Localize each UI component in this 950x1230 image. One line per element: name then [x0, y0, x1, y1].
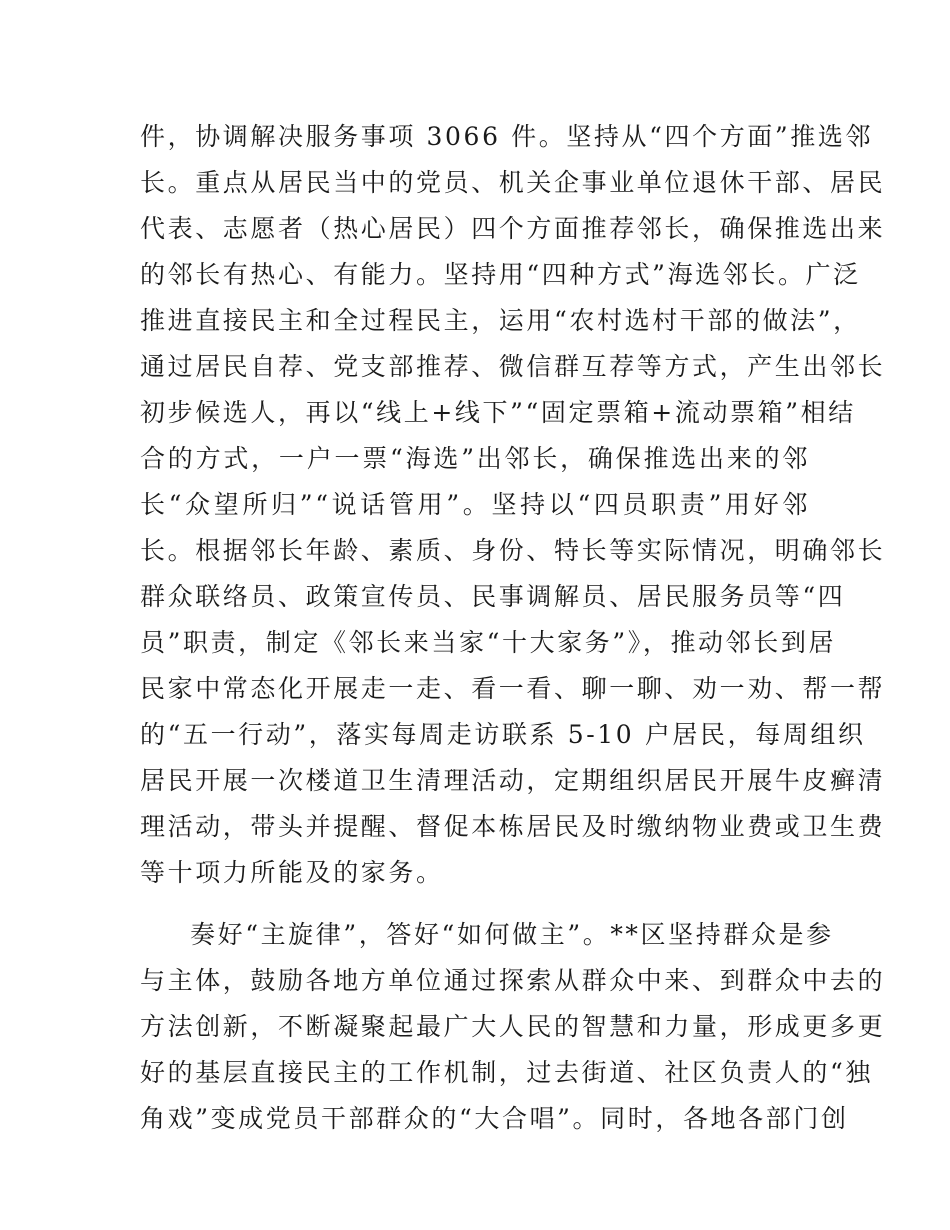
text-line: 方法创新，不断凝聚起最广大人民的智慧和力量，形成更多更: [140, 1012, 886, 1041]
text-line: 合的方式，一户一票“海选”出邻长，确保推选出来的邻: [140, 444, 810, 473]
paragraph-spacer: [140, 896, 810, 912]
text-line: 民家中常态化开展走一走、看一看、聊一聊、劝一劝、帮一帮: [140, 674, 886, 703]
text-line: 理活动，带头并提醒、督促本栋居民及时缴纳物业费或卫生费: [140, 812, 886, 841]
text-line: 初步候选人，再以“线上+线下”“固定票箱+流动票箱”相结: [140, 398, 856, 427]
text-line-first: 奏好“主旋律”，答好“如何做主”。**区坚持群众是参: [190, 920, 834, 949]
text-line: 代表、志愿者（热心居民）四个方面推荐邻长，确保推选出来: [140, 214, 886, 243]
text-line: 员”职责，制定《邻长来当家“十大家务”》，推动邻长到居: [140, 628, 837, 657]
paragraph-1: [140, 114, 886, 896]
text-line: 推进直接民主和全过程民主，运用“农村选村干部的做法”，: [140, 306, 861, 335]
paragraph-2: [140, 912, 886, 1142]
text-line: 的邻长有热心、有能力。坚持用“四种方式”海选邻长。广泛: [140, 260, 861, 289]
text-line: 好的基层直接民主的工作机制，过去街道、社区负责人的“独: [140, 1058, 873, 1087]
text-line: 群众联络员、政策宣传员、民事调解员、居民服务员等“四: [140, 582, 846, 611]
text-line: 角戏”变成党员干部群众的“大合唱”。同时，各地各部门创: [140, 1104, 849, 1133]
text-line: 长“众望所归”“说话管用”。坚持以“四员职责”用好邻: [140, 490, 810, 519]
text-line: 长。重点从居民当中的党员、机关企事业单位退休干部、居民: [140, 168, 886, 197]
document-body: [140, 114, 886, 1142]
text-line: 与主体，鼓励各地方单位通过探索从群众中来、到群众中去的: [140, 966, 886, 995]
text-line: 通过居民自荐、党支部推荐、微信群互荐等方式，产生出邻长: [140, 352, 886, 381]
text-line: 长。根据邻长年龄、素质、身份、特长等实际情况，明确邻长: [140, 536, 886, 565]
text-line-last: 等十项力所能及的家务。: [140, 858, 444, 887]
text-line: 居民开展一次楼道卫生清理活动，定期组织居民开展牛皮癣清: [140, 766, 886, 795]
text-line: 的“五一行动”，落实每周走访联系 5-10 户居民，每周组织: [140, 720, 866, 749]
text-line: 件，协调解决服务事项 3066 件。坚持从“四个方面”推选邻: [140, 122, 874, 151]
